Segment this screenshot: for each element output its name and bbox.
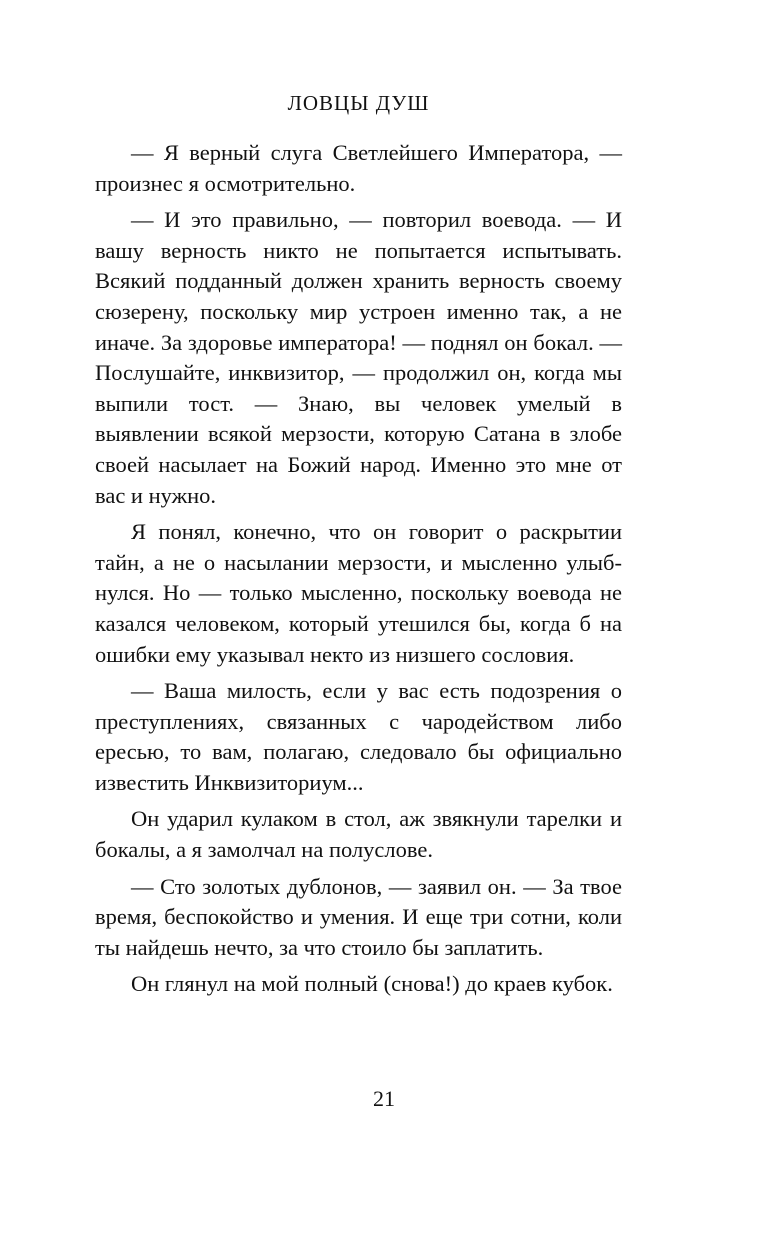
running-title: ЛОВЦЫ ДУШ [287, 91, 430, 115]
paragraph: — Ваша милость, если у вас есть подозрения о преступлениях, связанных с чародейством либо ересью, то вам, полагаю, следовало бы официально известить Инквизиториум... [95, 678, 622, 795]
paragraph: — И это правильно, — повторил воевода. — И вашу верность никто не попытается испытывать. Всякий подданный должен хранить верность своему сюзерену, поскольку мир устроен именно так, а не иначе. За здоровье императора! — поднял он бокал. — Послушайте, инквизитор, — продолжил он, когда мы выпили тост. — Знаю, вы человек умелый в выявлении всякой мерзости, которую Сатана в злобе своей насылает на Божий народ. Именно это мне от вас и нужно. [95, 207, 622, 508]
paragraph: — Сто золотых дублонов, — заявил он. — За твое время, беспокойство и умения. И еще три сотни, коли ты найдешь нечто, за что стоило бы заплатить. [95, 873, 622, 960]
paragraph: Он глянул на мой полный (снова!) до краев кубок. [131, 971, 613, 997]
paragraph: Я понял, конечно, что он говорит о раскрытии тайн, а не о насылании мерзости, и мысленно улыбнулся. Но — только мысленно, поскольку воевода не казался человеком, который утешился бы, когда б на ошибки ему указывал некто из низшего сословия. [95, 519, 622, 667]
paragraph: — Я верный слуга Светлейшего Императора, — произнес я осмотрительно. [95, 140, 622, 196]
book-page [95, 90, 622, 1006]
page-number: 21 [373, 1086, 395, 1111]
paragraph: Он ударил кулаком в стол, аж звякнули тарелки и бокалы, а я замолчал на полуслове. [95, 806, 622, 863]
